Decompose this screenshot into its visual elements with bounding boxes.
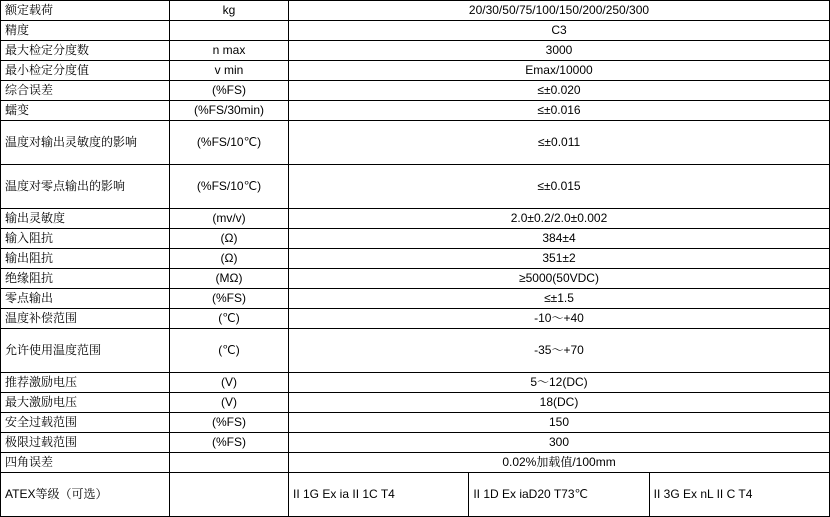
spec-name: 推荐激励电压 — [1, 373, 170, 393]
spec-value: -10～+40 — [289, 309, 830, 329]
table-row — [1, 373, 830, 393]
table-row — [1, 309, 830, 329]
spec-value: ≤±0.020 — [289, 81, 830, 101]
table-body — [1, 1, 830, 517]
spec-value: 3000 — [289, 41, 830, 61]
spec-name: 安全过载范围 — [1, 413, 170, 433]
spec-value: 351±2 — [289, 249, 830, 269]
spec-name: 零点输出 — [1, 289, 170, 309]
spec-value: 0.02%加载值/100mm — [289, 453, 830, 473]
spec-name: 温度对零点输出的影响 — [1, 165, 170, 209]
spec-unit: kg — [170, 1, 289, 21]
spec-unit: (mv/v) — [170, 209, 289, 229]
table-row-corner-error — [1, 453, 830, 473]
spec-unit — [170, 21, 289, 41]
spec-value: 384±4 — [289, 229, 830, 249]
spec-unit — [170, 453, 289, 473]
spec-name: 最小检定分度值 — [1, 61, 170, 81]
spec-value: 18(DC) — [289, 393, 830, 413]
atex-value-3: II 3G Ex nL II C T4 — [649, 473, 829, 517]
spec-value: 5～12(DC) — [289, 373, 830, 393]
table-row — [1, 413, 830, 433]
spec-unit: (V) — [170, 373, 289, 393]
spec-value: ≤±1.5 — [289, 289, 830, 309]
spec-name: 最大激励电压 — [1, 393, 170, 413]
table-row — [1, 209, 830, 229]
atex-value-2: II 1D Ex iaD20 T73℃ — [469, 473, 649, 517]
spec-unit: (℃) — [170, 329, 289, 373]
atex-value-1: II 1G Ex ia II 1C T4 — [289, 473, 469, 517]
table-row — [1, 393, 830, 413]
spec-unit — [170, 473, 289, 517]
spec-value: -35～+70 — [289, 329, 830, 373]
table-row-atex — [1, 473, 830, 517]
spec-name: 输出灵敏度 — [1, 209, 170, 229]
spec-unit: (%FS/30min) — [170, 101, 289, 121]
spec-unit: (Ω) — [170, 249, 289, 269]
table-row — [1, 269, 830, 289]
spec-value: 300 — [289, 433, 830, 453]
table-row — [1, 21, 830, 41]
table-row — [1, 289, 830, 309]
spec-name: 最大检定分度数 — [1, 41, 170, 61]
table-row — [1, 433, 830, 453]
spec-value: ≤±0.015 — [289, 165, 830, 209]
spec-unit: (Ω) — [170, 229, 289, 249]
spec-value: 150 — [289, 413, 830, 433]
spec-name: 温度补偿范围 — [1, 309, 170, 329]
spec-name: 输入阻抗 — [1, 229, 170, 249]
spec-name: 综合误差 — [1, 81, 170, 101]
table-row — [1, 165, 830, 209]
spec-value: C3 — [289, 21, 830, 41]
table-row — [1, 329, 830, 373]
spec-value: 20/30/50/75/100/150/200/250/300 — [289, 1, 830, 21]
spec-name: 精度 — [1, 21, 170, 41]
spec-name: 蠕变 — [1, 101, 170, 121]
spec-name: ATEX等级（可选） — [1, 473, 170, 517]
spec-unit: (%FS) — [170, 433, 289, 453]
spec-unit: (%FS/10℃) — [170, 165, 289, 209]
spec-unit: n max — [170, 41, 289, 61]
spec-unit: (%FS) — [170, 81, 289, 101]
spec-value: ≥5000(50VDC) — [289, 269, 830, 289]
table-row — [1, 101, 830, 121]
table-row — [1, 41, 830, 61]
spec-value: ≤±0.011 — [289, 121, 830, 165]
spec-unit: (%FS/10℃) — [170, 121, 289, 165]
table-row — [1, 229, 830, 249]
table-row — [1, 121, 830, 165]
spec-name: 允许使用温度范围 — [1, 329, 170, 373]
spec-name: 四角误差 — [1, 453, 170, 473]
table-row — [1, 61, 830, 81]
table-row — [1, 81, 830, 101]
spec-name: 输出阻抗 — [1, 249, 170, 269]
spec-value: Emax/10000 — [289, 61, 830, 81]
spec-unit: v min — [170, 61, 289, 81]
spec-unit: (MΩ) — [170, 269, 289, 289]
spec-name: 绝缘阻抗 — [1, 269, 170, 289]
table-row — [1, 1, 830, 21]
spec-unit: (%FS) — [170, 289, 289, 309]
spec-unit: (%FS) — [170, 413, 289, 433]
spec-name: 温度对输出灵敏度的影响 — [1, 121, 170, 165]
table-row — [1, 249, 830, 269]
spec-unit: (V) — [170, 393, 289, 413]
spec-name: 极限过载范围 — [1, 433, 170, 453]
spec-unit: (℃) — [170, 309, 289, 329]
spec-value: ≤±0.016 — [289, 101, 830, 121]
spec-name: 额定载荷 — [1, 1, 170, 21]
spec-value: 2.0±0.2/2.0±0.002 — [289, 209, 830, 229]
